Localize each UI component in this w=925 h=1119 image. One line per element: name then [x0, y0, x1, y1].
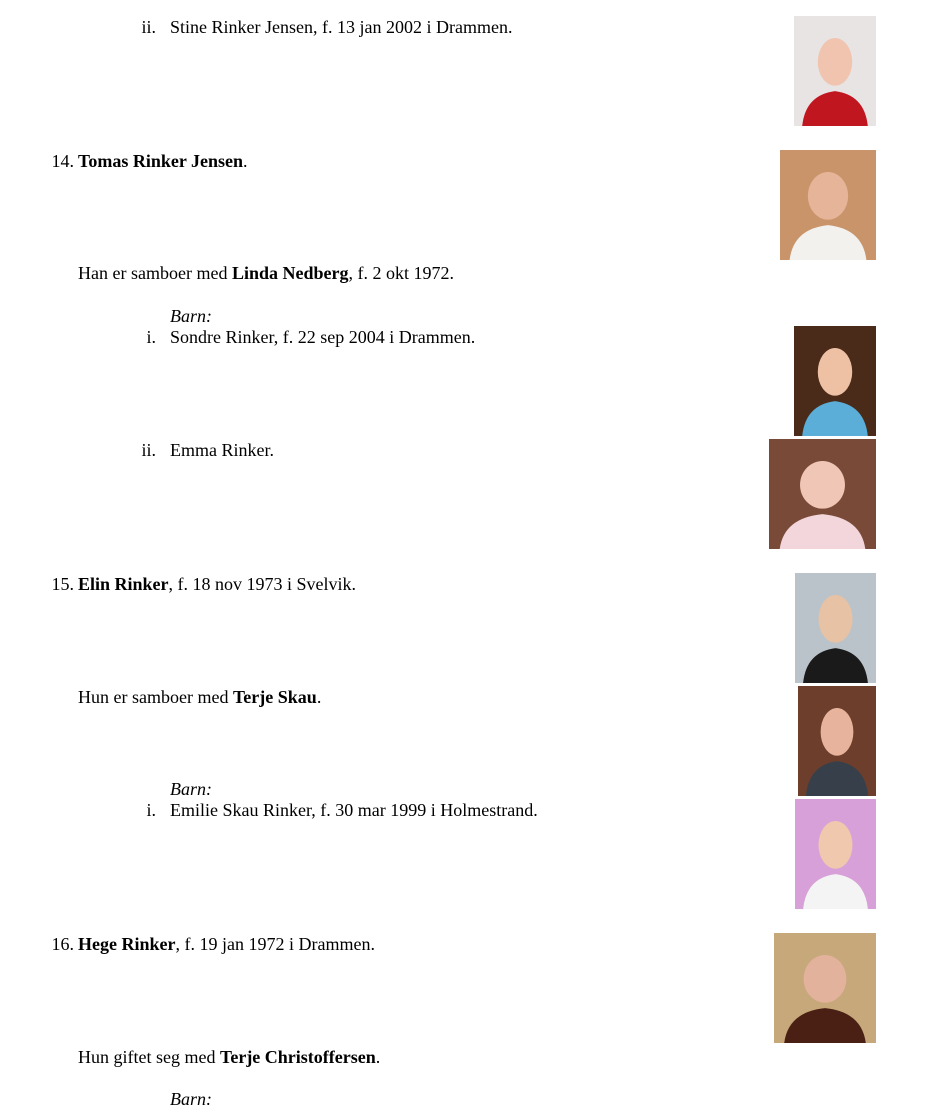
photo-sondre: [794, 326, 876, 436]
person-details: , f. 19 jan 1972 i Drammen.: [175, 934, 375, 954]
partner-details: .: [375, 1047, 381, 1067]
children-label: Barn:: [170, 779, 212, 799]
partner-prefix: Hun giftet seg med: [78, 1047, 220, 1067]
photo-stine: [794, 16, 876, 126]
partner-line: [78, 686, 321, 708]
entry-number: 15.: [51, 574, 74, 594]
partner-details: , f. 2 okt 1972.: [348, 263, 454, 283]
partner-name: Terje Skau: [232, 687, 317, 707]
photo-hege: [774, 933, 876, 1043]
child-number: ii.: [141, 17, 156, 37]
photo-elin: [795, 573, 876, 683]
partner-name: Terje Christoffersen: [219, 1047, 376, 1067]
children-label: Barn:: [170, 306, 212, 326]
partner-name: Linda Nedberg: [231, 263, 349, 283]
children-label: Barn:: [170, 1089, 212, 1109]
child-text: Emilie Skau Rinker, f. 30 mar 1999 i Holmestrand.: [170, 800, 538, 820]
partner-line: [78, 262, 454, 284]
child-text: Emma Rinker.: [170, 440, 274, 460]
person-name: Tomas Rinker Jensen: [78, 151, 244, 171]
person-details: , f. 18 nov 1973 i Svelvik.: [168, 574, 357, 594]
person-details: .: [243, 151, 248, 171]
child-number: i.: [146, 800, 156, 820]
child-text: Sondre Rinker, f. 22 sep 2004 i Drammen.: [170, 327, 476, 347]
person-name: Hege Rinker: [78, 934, 176, 954]
entry-heading: [78, 933, 375, 955]
photo-emma: [769, 439, 876, 549]
photo-terje-skau: [798, 686, 876, 796]
photo-tomas: [780, 150, 876, 260]
child-text: Stine Rinker Jensen, f. 13 jan 2002 i Drammen.: [170, 17, 513, 37]
partner-prefix: Hun er samboer med: [78, 687, 233, 707]
partner-line: [78, 1046, 380, 1068]
entry-number: 14.: [51, 151, 74, 171]
partner-details: .: [316, 687, 322, 707]
partner-prefix: Han er samboer med: [78, 263, 232, 283]
child-number: ii.: [141, 440, 156, 460]
entry-heading: [78, 573, 356, 595]
photo-emilie: [795, 799, 876, 909]
entry-heading: [78, 150, 248, 172]
person-name: Elin Rinker: [78, 574, 169, 594]
child-number: i.: [146, 327, 156, 347]
entry-number: 16.: [51, 934, 74, 954]
